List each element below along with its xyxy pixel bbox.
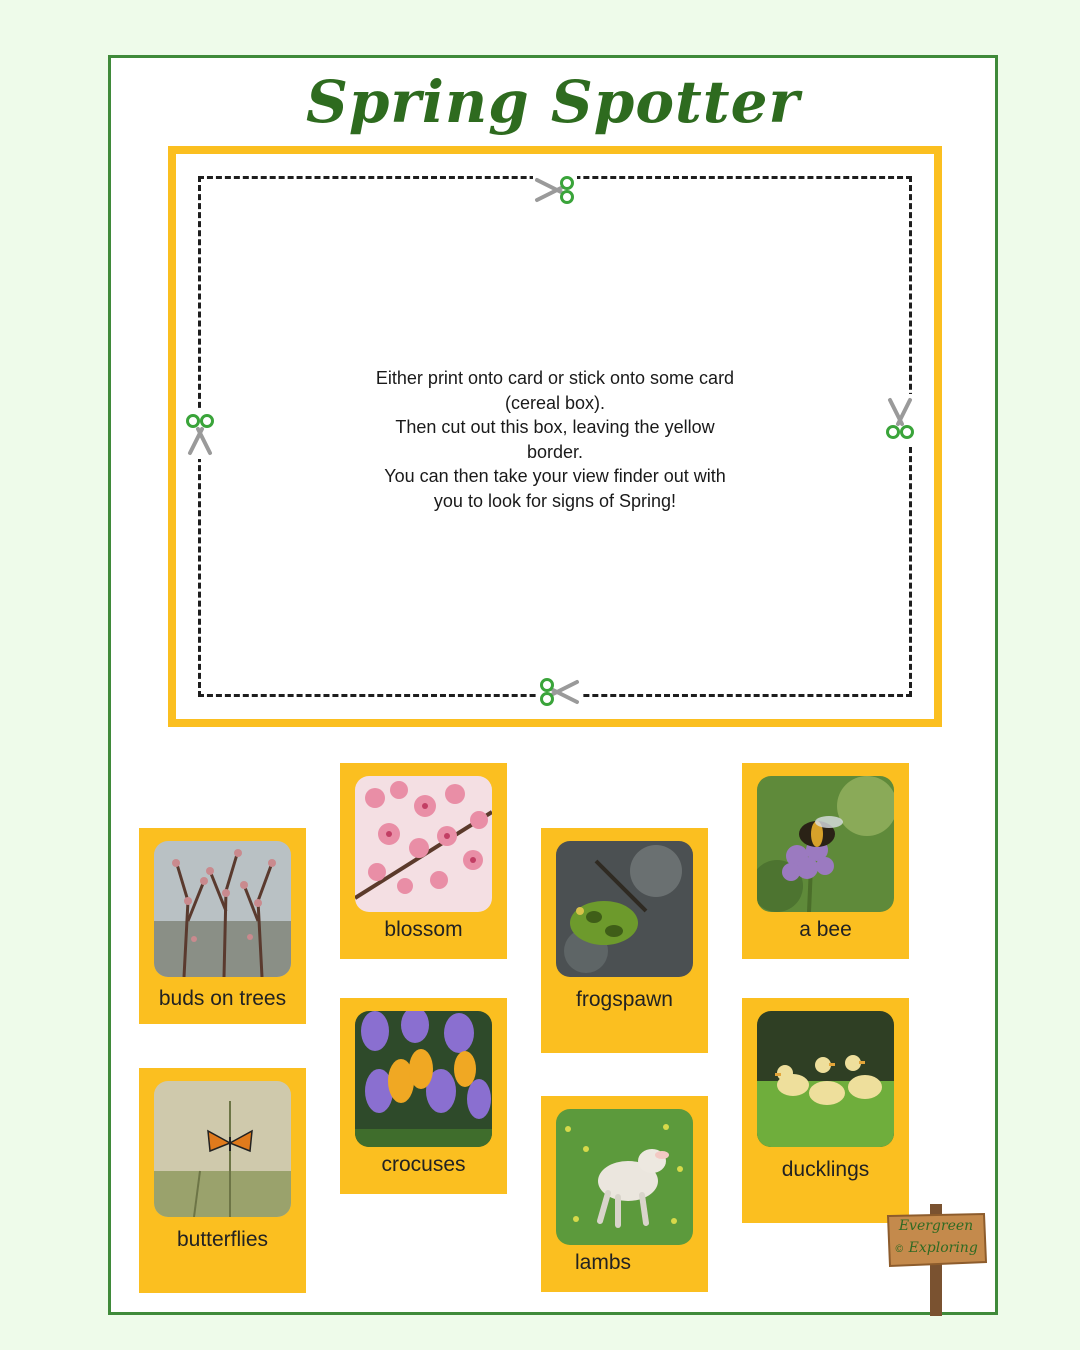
worksheet: [108, 55, 998, 1315]
page-title: Spring Spotter: [305, 68, 801, 136]
frog-photo: [556, 841, 693, 977]
card-blossom: [340, 763, 507, 959]
card-butterflies: [139, 1068, 306, 1293]
view-finder-box: [168, 146, 942, 727]
instructions-text: [346, 366, 764, 513]
instruction-line: border.: [526, 441, 584, 462]
logo-line-2: [886, 1240, 986, 1256]
card-label: blossom: [384, 918, 463, 941]
card-label: frogspawn: [576, 988, 673, 1011]
card-label: crocuses: [381, 1153, 466, 1176]
duckling-photo: [757, 1011, 894, 1147]
card-label: buds on trees: [158, 987, 287, 1010]
card-label: ducklings: [781, 1158, 870, 1181]
instruction-line: (cereal box).: [504, 392, 606, 413]
butterfly-photo: [154, 1081, 291, 1217]
evergreen-exploring-logo: [886, 1204, 990, 1316]
instruction-line: you to look for signs of Spring!: [433, 490, 677, 511]
card-a-bee: [742, 763, 909, 959]
card-label: butterflies: [176, 1228, 269, 1251]
instruction-line: Either print onto card or stick onto some card: [375, 368, 735, 388]
card-label: lambs: [575, 1251, 632, 1274]
scissors-icon: [533, 168, 577, 212]
card-label: a bee: [799, 918, 852, 941]
blossom-photo: [355, 776, 492, 912]
bee-photo: [757, 776, 894, 912]
card-frogspawn: [541, 828, 708, 1053]
logo-line-2-text: Exploring: [908, 1240, 978, 1256]
scissors-icon: [178, 409, 222, 459]
copyright-symbol: ©: [894, 1244, 905, 1255]
buds-photo: [154, 841, 291, 977]
scissors-icon: [537, 670, 581, 714]
card-buds-on-trees: [139, 828, 306, 1024]
card-crocuses: [340, 998, 507, 1194]
crocus-photo: [355, 1011, 492, 1147]
lamb-photo: [556, 1109, 693, 1245]
card-ducklings: [742, 998, 909, 1223]
scissors-icon: [878, 394, 922, 444]
card-lambs: [541, 1096, 708, 1292]
logo-line-1: Evergreen: [898, 1218, 974, 1234]
instruction-line: Then cut out this box, leaving the yellow: [395, 417, 715, 437]
instruction-line: You can then take your view finder out with: [384, 466, 726, 486]
